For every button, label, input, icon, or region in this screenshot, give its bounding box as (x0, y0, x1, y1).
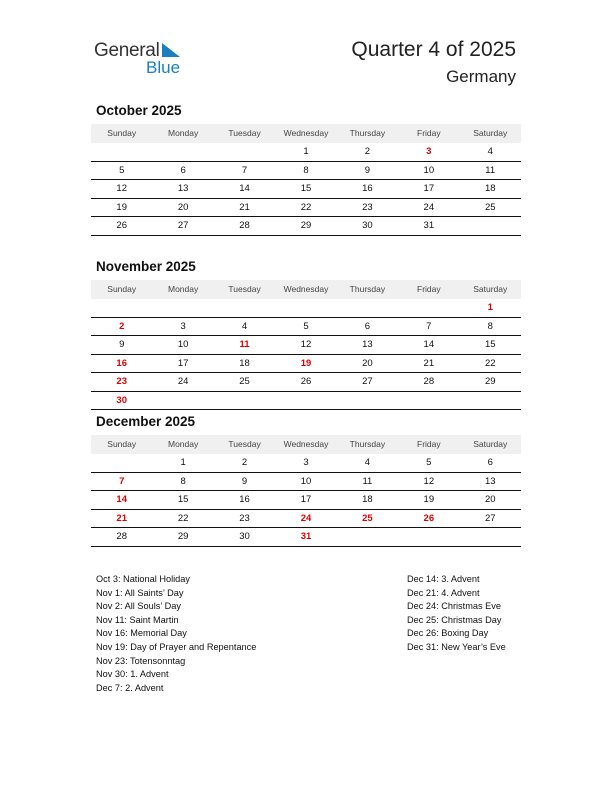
day-cell: 28 (116, 531, 127, 542)
weekday-label: Tuesday (228, 284, 261, 294)
day-cell (398, 528, 459, 546)
day-cell: 8 (487, 320, 493, 332)
holiday-note: Dec 7: 2. Advent (96, 682, 164, 693)
day-cell: 11 (239, 339, 250, 350)
day-cell: 10 (300, 475, 312, 487)
day-cell: 30 (362, 220, 373, 231)
holiday-note: Nov 16: Memorial Day (96, 628, 187, 639)
day-cell: 18 (239, 357, 250, 369)
day-cell: 21 (116, 512, 127, 524)
day-cell: 12 (300, 339, 312, 350)
day-cell: 22 (300, 201, 312, 213)
day-cell: 17 (423, 183, 435, 194)
day-cell: 4 (241, 320, 248, 332)
day-cell (91, 454, 152, 472)
day-cell: 1 (487, 302, 493, 313)
weekday-label: Sunday (107, 439, 137, 449)
day-cell (214, 143, 275, 161)
day-cell: 16 (239, 494, 250, 505)
holiday-note: Dec 31: New Year’s Eve (407, 641, 506, 652)
day-cell: 24 (300, 512, 312, 524)
day-cell: 8 (180, 475, 186, 487)
week-row (91, 392, 521, 411)
weekday-label: Sunday (107, 284, 137, 294)
week-row (91, 491, 521, 510)
day-cell: 13 (484, 475, 496, 487)
holiday-note: Nov 2: All Souls’ Day (96, 601, 181, 612)
day-cell: 10 (423, 164, 435, 176)
day-cell: 3 (303, 457, 309, 468)
weekday-header (91, 280, 521, 299)
holiday-note: Dec 25: Christmas Day (407, 614, 502, 625)
day-cell: 3 (426, 146, 432, 157)
weekday-label: Saturday (473, 439, 508, 449)
day-cell: 16 (116, 357, 127, 369)
holiday-note: Dec 21: 4. Advent (407, 587, 480, 598)
day-cell: 16 (362, 183, 373, 194)
holiday-note: Nov 19: Day of Prayer and Repentance (96, 641, 257, 652)
weekday-label: Thursday (349, 284, 386, 294)
weekday-label: Thursday (349, 439, 386, 449)
logo-text-blue: Blue (146, 58, 181, 77)
month-november (91, 259, 521, 410)
week-row (91, 528, 521, 547)
day-cell: 25 (362, 512, 373, 524)
month-title: November 2025 (96, 259, 196, 274)
day-cell (337, 392, 398, 410)
day-cell: 26 (423, 512, 435, 524)
day-cell: 29 (484, 376, 496, 387)
day-cell (460, 528, 521, 546)
day-cell (91, 143, 152, 161)
logo-triangle-icon (162, 43, 180, 57)
day-cell (337, 528, 398, 546)
day-cell: 7 (426, 320, 432, 332)
day-cell: 14 (423, 339, 435, 350)
day-cell: 17 (177, 357, 189, 369)
weekday-label: Wednesday (283, 284, 329, 294)
week-row (91, 180, 521, 199)
holiday-list-right (407, 573, 506, 655)
day-cell: 4 (487, 146, 493, 157)
weekday-label: Tuesday (228, 439, 261, 449)
day-cell: 15 (484, 339, 496, 350)
weekday-label: Saturday (473, 128, 508, 138)
holiday-note: Nov 23: Totensonntag (96, 655, 186, 666)
day-cell: 23 (116, 376, 127, 387)
day-cell (214, 299, 275, 317)
day-cell: 9 (241, 475, 248, 487)
month-title: October 2025 (96, 103, 182, 118)
weekday-label: Friday (417, 128, 441, 138)
day-cell: 2 (241, 457, 248, 468)
day-cell: 1 (180, 457, 186, 468)
day-cell: 20 (484, 494, 496, 505)
day-cell (460, 392, 521, 410)
day-cell: 7 (119, 475, 125, 487)
day-cell: 7 (241, 164, 248, 176)
day-cell (275, 299, 336, 317)
day-cell: 11 (362, 475, 373, 487)
day-cell: 26 (300, 376, 312, 387)
weekday-label: Monday (168, 439, 199, 449)
weekday-header (91, 435, 521, 454)
day-cell: 23 (239, 512, 250, 524)
holiday-list-left (96, 573, 256, 695)
day-cell (460, 217, 521, 235)
day-cell (214, 392, 275, 410)
weekday-label: Monday (168, 128, 199, 138)
logo (94, 40, 204, 80)
weekday-label: Saturday (473, 284, 508, 294)
month-october (91, 103, 521, 236)
weekday-label: Sunday (107, 128, 137, 138)
day-cell (91, 299, 152, 317)
day-cell: 29 (300, 220, 312, 231)
day-cell: 24 (423, 201, 435, 213)
day-cell: 27 (362, 376, 373, 387)
week-row (91, 162, 521, 181)
day-cell: 6 (180, 164, 186, 176)
day-cell (152, 392, 213, 410)
page-title: Quarter 4 of 2025 (351, 38, 516, 61)
weekday-label: Wednesday (283, 128, 329, 138)
day-cell: 13 (177, 183, 189, 194)
weekday-label: Tuesday (228, 128, 261, 138)
week-row (91, 318, 521, 337)
day-cell: 11 (485, 164, 496, 176)
week-row (91, 299, 521, 318)
day-cell (275, 392, 336, 410)
week-row (91, 373, 521, 392)
week-row (91, 473, 521, 492)
day-cell: 8 (303, 164, 309, 176)
day-cell: 12 (116, 183, 127, 194)
month-title: December 2025 (96, 414, 196, 429)
week-row (91, 454, 521, 473)
day-cell: 5 (119, 164, 125, 176)
week-row (91, 143, 521, 162)
day-cell: 20 (362, 357, 373, 369)
day-cell: 5 (426, 457, 432, 468)
day-cell: 25 (239, 376, 250, 387)
day-cell: 18 (484, 183, 496, 194)
day-cell: 21 (239, 201, 250, 213)
day-cell (152, 299, 213, 317)
day-cell: 4 (364, 457, 371, 468)
day-cell: 23 (362, 201, 373, 213)
day-cell: 30 (116, 394, 127, 406)
day-cell: 14 (116, 494, 127, 505)
day-cell (398, 392, 459, 410)
week-row (91, 217, 521, 236)
country-name: Germany (446, 67, 516, 86)
day-cell: 27 (484, 512, 496, 524)
day-cell: 2 (364, 146, 371, 157)
day-cell: 15 (177, 494, 189, 505)
day-cell (398, 299, 459, 317)
day-cell: 2 (119, 320, 125, 332)
holiday-note: Oct 3: National Holiday (96, 574, 190, 584)
day-cell: 20 (177, 201, 189, 213)
day-cell: 21 (423, 357, 435, 369)
day-cell: 12 (423, 475, 435, 487)
day-cell: 14 (239, 183, 250, 194)
holiday-note: Dec 24: Christmas Eve (407, 601, 501, 612)
day-cell: 9 (119, 339, 125, 350)
day-cell: 1 (303, 146, 309, 157)
day-cell: 5 (303, 320, 309, 332)
weekday-label: Friday (417, 439, 441, 449)
day-cell: 13 (362, 339, 373, 350)
week-row (91, 355, 521, 374)
weekday-label: Monday (168, 284, 199, 294)
day-cell: 6 (487, 457, 493, 468)
logo-text-general: General (94, 40, 160, 61)
weekday-label: Friday (417, 284, 441, 294)
day-cell: 3 (180, 320, 186, 332)
day-cell: 19 (116, 201, 127, 213)
holiday-note: Nov 1: All Saints’ Day (96, 587, 184, 598)
day-cell: 22 (177, 512, 189, 524)
day-cell: 22 (484, 357, 496, 369)
week-row (91, 336, 521, 355)
week-row (91, 510, 521, 529)
day-cell (337, 299, 398, 317)
day-cell: 9 (364, 164, 371, 176)
day-cell: 18 (362, 494, 373, 505)
day-cell: 24 (177, 376, 189, 387)
day-cell: 26 (116, 220, 127, 231)
weekday-label: Thursday (349, 128, 386, 138)
day-cell: 15 (300, 183, 312, 194)
holiday-note: Nov 11: Saint Martin (96, 614, 179, 625)
day-cell: 31 (300, 531, 312, 542)
day-cell: 28 (423, 376, 435, 387)
day-cell (152, 143, 213, 161)
day-cell: 31 (423, 220, 435, 231)
day-cell: 28 (239, 220, 250, 231)
day-cell: 17 (300, 494, 312, 505)
week-row (91, 199, 521, 218)
weekday-label: Wednesday (283, 439, 329, 449)
month-december (91, 414, 521, 547)
holiday-note: Nov 30: 1. Advent (96, 669, 169, 680)
day-cell: 19 (300, 357, 312, 369)
day-cell: 19 (423, 494, 435, 505)
day-cell: 30 (239, 531, 250, 542)
day-cell: 29 (177, 531, 189, 542)
day-cell: 27 (177, 220, 189, 231)
day-cell: 10 (177, 339, 189, 350)
holiday-note: Dec 14: 3. Advent (407, 574, 480, 584)
holiday-note: Dec 26: Boxing Day (407, 628, 489, 639)
day-cell: 25 (484, 201, 496, 213)
weekday-header (91, 124, 521, 143)
day-cell: 6 (364, 320, 371, 332)
